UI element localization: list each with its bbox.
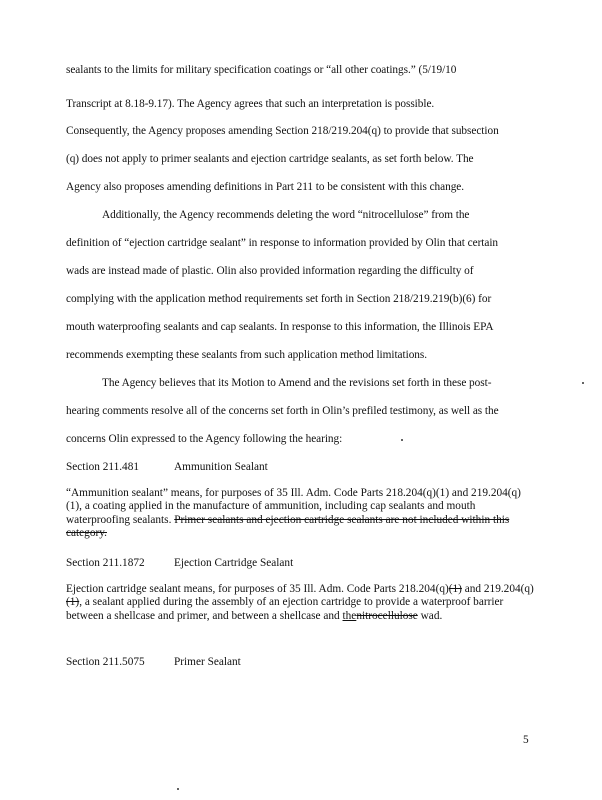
section-body-ammunition-sealant: [66, 487, 536, 541]
paragraph-1-line-1: sealants to the limits for military specification coatings or “all other coatings.” (5/19/10: [66, 64, 457, 76]
section-body-ejection-cartridge-sealant: [66, 583, 536, 623]
scan-speck: [401, 439, 403, 441]
section-title: Ammunition Sealant: [174, 461, 268, 473]
paragraph-1-line-3: Consequently, the Agency proposes amending Section 218/219.204(q) to provide that subsection: [66, 125, 499, 137]
section-number: Section 211.481: [66, 461, 140, 473]
section-heading-ammunition-sealant: [66, 461, 268, 473]
page-number: 5: [523, 734, 529, 746]
section-heading-primer-sealant: [66, 656, 241, 668]
inserted-text: the: [342, 609, 357, 622]
paragraph-3-line-3: concerns Olin expressed to the Agency following the hearing:: [66, 433, 343, 445]
scan-speck: [177, 788, 179, 790]
paragraph-1-line-4: (q) does not apply to primer sealants and ejection cartridge sealants, as set forth below. The: [66, 153, 474, 165]
section-body-text: , a sealant applied during the assembly of an ejection cartridge to provide a waterproof barrier between a shellcase and primer, and between a shellcase and: [66, 596, 504, 622]
paragraph-2-line-5: mouth waterproofing sealants and cap sealants. In response to this information, the Illinois EPA: [66, 321, 494, 333]
section-body-text: Ejection cartridge sealant means, for purposes of 35 Ill. Adm. Code Parts 218.204(q): [66, 583, 449, 595]
section-title: Primer Sealant: [174, 656, 241, 668]
paragraph-2-line-6: recommends exempting these sealants from such application method limitations.: [66, 349, 428, 361]
section-body-text: and 219.204(q): [461, 583, 534, 595]
paragraph-2-line-3: wads are instead made of plastic. Olin also provided information regarding the difficulty of: [66, 265, 474, 277]
section-number: Section 211.5075: [66, 656, 145, 668]
paragraph-2-line-4: complying with the application method requirements set forth in Section 218/219.219(b)(6) for: [66, 293, 492, 305]
paragraph-2-line-2: definition of “ejection cartridge sealant” in response to information provided by Olin that certain: [66, 237, 499, 249]
struck-text: Primer sealants and ejection cartridge sealants are not included within this category.: [66, 513, 510, 540]
struck-text: (1): [448, 583, 462, 595]
struck-text: (1): [66, 596, 80, 609]
section-body-text: “Ammunition sealant” means, for purposes of 35 Ill. Adm. Code Parts 218.204(q)(1) and 219.204(q)(1), a coating applied in the manufacture of ammunition, including cap sealants and mouth waterproofing sealants.: [66, 487, 521, 526]
struck-text: nitrocellulose: [356, 609, 418, 622]
paragraph-3-line-1: The Agency believes that its Motion to Amend and the revisions set forth in these post-: [102, 377, 492, 389]
scan-speck: [582, 382, 584, 384]
paragraph-3-line-2: hearing comments resolve all of the concerns set forth in Olin’s prefiled testimony, as well as the: [66, 405, 499, 417]
section-number: Section 211.1872: [66, 557, 145, 569]
section-heading-ejection-cartridge-sealant: [66, 557, 293, 569]
section-title: Ejection Cartridge Sealant: [174, 557, 294, 569]
paragraph-1-line-5: Agency also proposes amending definitions in Part 211 to be consistent with this change.: [66, 181, 465, 193]
paragraph-2-line-1: Additionally, the Agency recommends deleting the word “nitrocellulose” from the: [102, 209, 470, 221]
section-body-text: wad.: [417, 609, 443, 622]
paragraph-1-line-2: Transcript at 8.18-9.17). The Agency agrees that such an interpretation is possible.: [66, 98, 435, 110]
